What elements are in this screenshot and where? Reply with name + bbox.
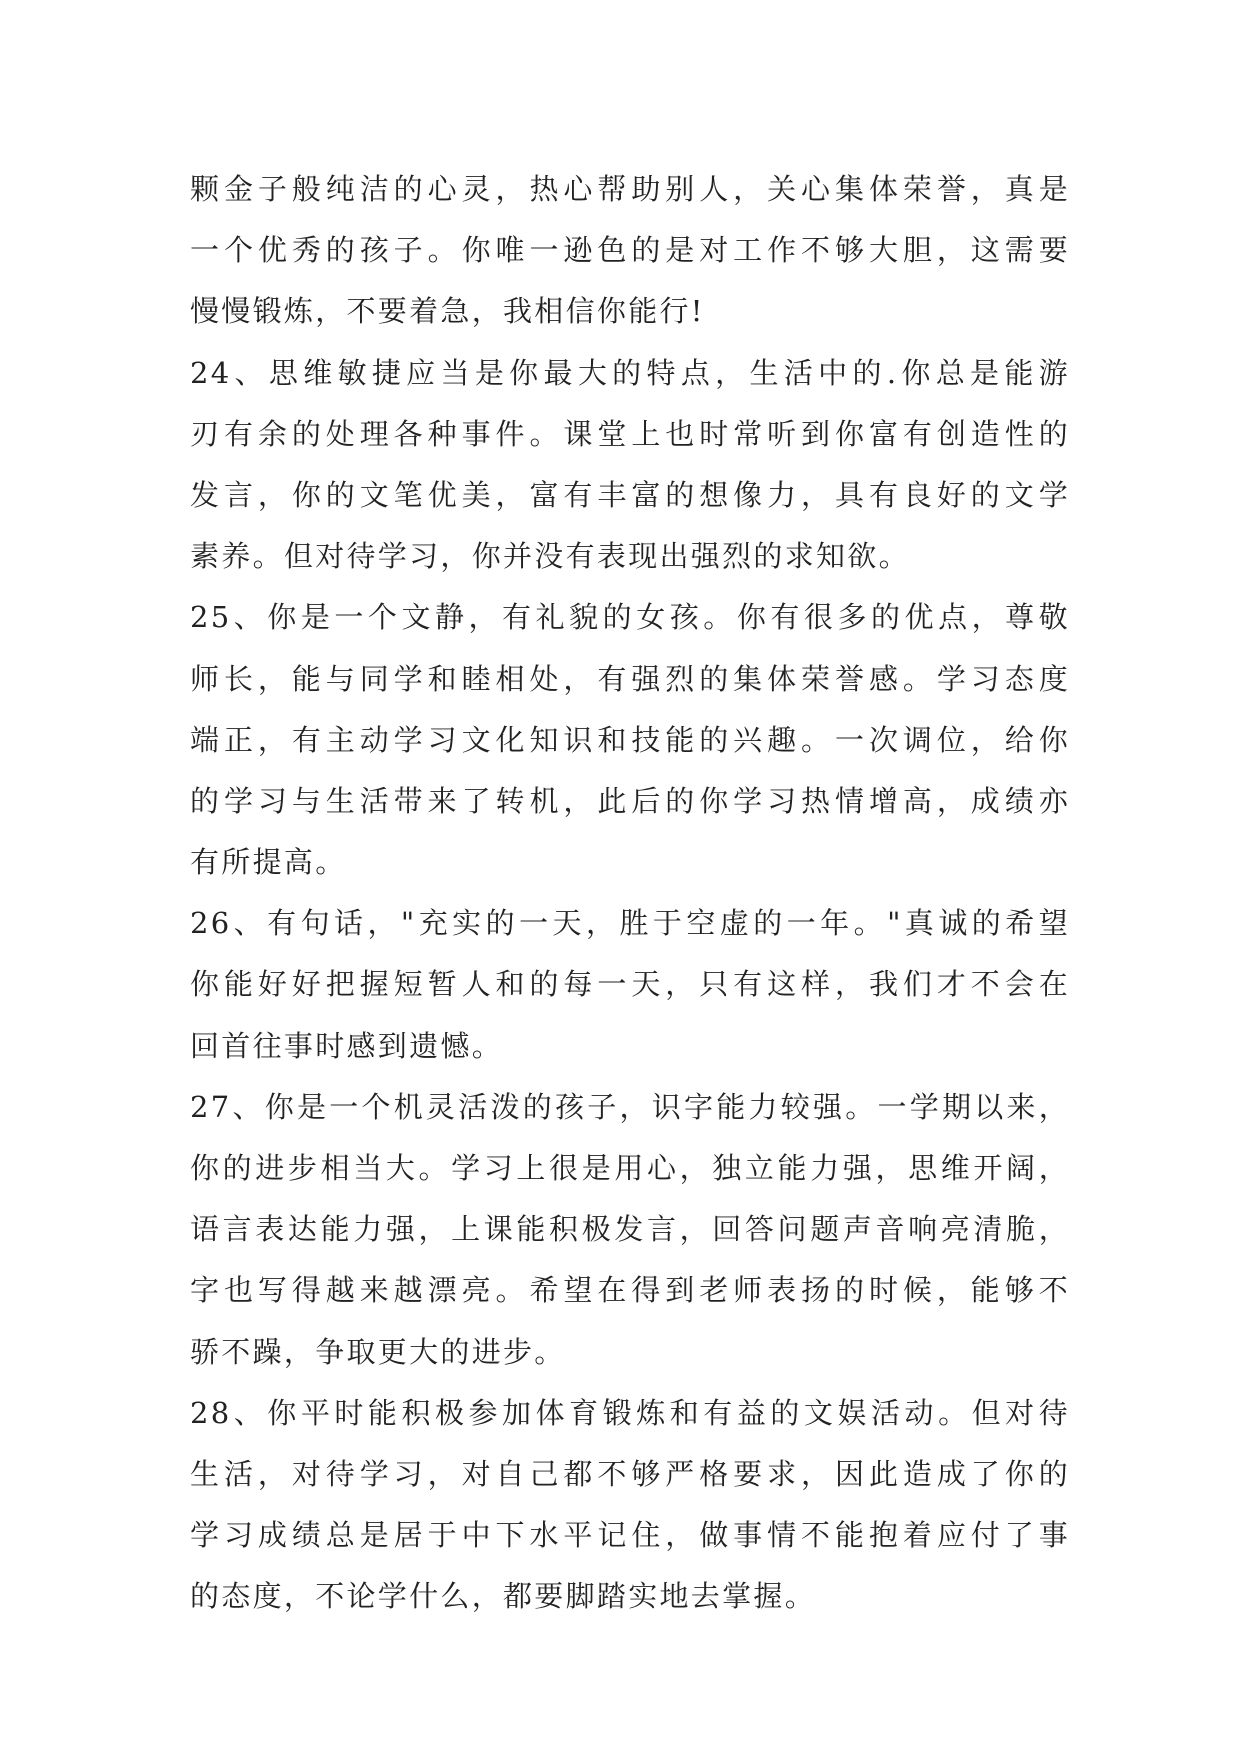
text-line: 28、你平时能积极参加体育锻炼和有益的文娱活动。但对待 (190, 1395, 1070, 1430)
text-line: 生活，对待学习，对自己都不够严格要求，因此造成了你的 (190, 1456, 1070, 1491)
text-line: 刃有余的处理各种事件。课堂上也时常听到你富有创造性的 (190, 416, 1070, 451)
text-line: 回首往事时感到遗憾。 (190, 1028, 504, 1063)
text-line: 字也写得越来越漂亮。希望在得到老师表扬的时候，能够不 (190, 1273, 1070, 1308)
document-body (190, 159, 1070, 1628)
text-line: 的学习与生活带来了转机，此后的你学习热情增高，成绩亦 (190, 783, 1070, 818)
text-line: 慢慢锻炼，不要着急，我相信你能行! (190, 294, 705, 329)
text-line: 语言表达能力强，上课能积极发言，回答问题声音响亮清脆， (190, 1212, 1070, 1247)
text-line: 25、你是一个文静，有礼貌的女孩。你有很多的优点，尊敬 (190, 600, 1070, 635)
text-line: 有所提高。 (190, 845, 347, 880)
text-line: 端正，有主动学习文化知识和技能的兴趣。一次调位，给你 (190, 722, 1070, 757)
text-line: 你能好好把握短暂人和的每一天，只有这样，我们才不会在 (190, 967, 1070, 1002)
text-line: 学习成绩总是居于中下水平记住，做事情不能抱着应付了事 (190, 1518, 1070, 1553)
text-line: 骄不躁，争取更大的进步。 (190, 1334, 566, 1369)
text-line: 颗金子般纯洁的心灵，热心帮助别人，关心集体荣誉，真是 (190, 172, 1070, 206)
text-line: 素养。但对待学习，你并没有表现出强烈的求知欲。 (190, 539, 910, 574)
text-line: 26、有句话，"充实的一天，胜于空虚的一年。"真诚的希望 (190, 906, 1070, 941)
text-line: 的态度，不论学什么，都要脚踏实地去掌握。 (190, 1579, 817, 1614)
text-line: 24、思维敏捷应当是你最大的特点，生活中的.你总是能游 (190, 355, 1070, 390)
text-line: 发言，你的文笔优美，富有丰富的想像力，具有良好的文学 (190, 477, 1070, 512)
text-line: 27、你是一个机灵活泼的孩子，识字能力较强。一学期以来， (190, 1089, 1070, 1124)
text-line: 你的进步相当大。学习上很是用心，独立能力强，思维开阔， (190, 1151, 1070, 1185)
text-line: 一个优秀的孩子。你唯一逊色的是对工作不够大胆，这需要 (190, 233, 1070, 268)
text-line: 师长，能与同学和睦相处，有强烈的集体荣誉感。学习态度 (190, 661, 1070, 696)
